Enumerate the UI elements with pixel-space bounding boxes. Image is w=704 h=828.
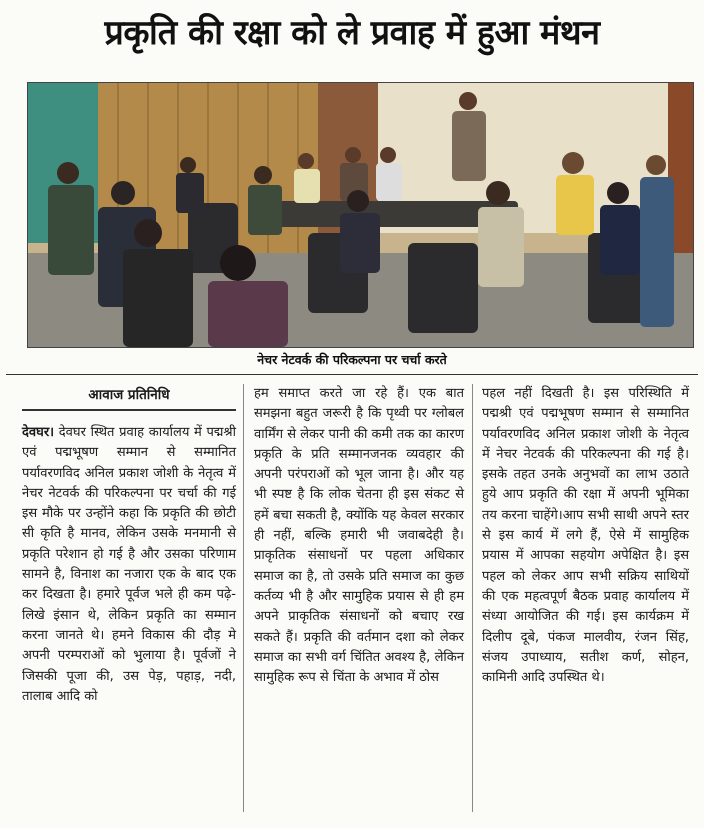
column-divider-1 (243, 384, 244, 812)
column-1-text: देवघर स्थित प्रवाह कार्यालय में पद्मश्री एवं पद्मभूषण सम्मान से सम्मानित पर्यावरणविद अनिल प्रकाश जोशी के नेतृत्व में नेचर नेटवर्क की परिकल्पना पर चर्चा की गई इस मौके पर उन्होंने कहा कि प्रकृति की छोटी सी कृति है मानव, लेकिन उसके मनमानी से प्रकृति परेशान हो गई है और उसका परिणाम सामने है, विनाश का नजारा एक के बाद एक कर दिखता है। हमारे पूर्वज भले ही कम पढ़े-लिखे इंसान थे, लेकिन प्रकृति का सम्मान करना जानते थे। हमने विकास की दौड़ मे अपनी परम्पराओं को भुलाया है। पूर्वजों ने जिसकी पूजा की, उस पेड़, पहाड़, नदी, तालाब आदि को (22, 425, 236, 704)
article-column-3 (482, 384, 689, 688)
photo-caption: नेचर नेटवर्क की परिकल्पना पर चर्चा करते (257, 352, 447, 367)
news-photo (27, 82, 694, 348)
caption-divider (6, 374, 698, 375)
dateline: देवघर। (22, 425, 55, 440)
headline: प्रकृति की रक्षा को ले प्रवाह में हुआ मंथन (104, 13, 600, 53)
column-divider-2 (472, 384, 473, 812)
byline: आवाज प्रतिनिधि (22, 384, 236, 411)
column-3-text: पहल नहीं दिखती है। इस परिस्थिति में पद्मश्री एवं पद्मभूषण सम्मान से सम्मानित पर्यावरणविद अनिल प्रकाश जोशी के नेतृत्व में नेचर नेटवर्क की परिकल्पना की गई है। इसके तहत उनके अनुभवों का लाभ उठाते हुये आप प्रकृति की रक्षा में अपनी भूमिका तय करना चाहेंगे।आप सभी साथी अपने स्तर से इस कार्य में लगे हैं, ऐसे में सामुहिक प्रयास में आपका सहयोग अपेक्षित है। इस पहल को लेकर आप सभी सक्रिय साथियों की एक महत्वपूर्ण बैठक प्रवाह कार्यालय में संध्या आयोजित की गई। इस कार्यक्रम में दिलीप दूबे, पंकज मालवीय, रंजन सिंह, संजय उपाध्याय, सतीश कर्ण, सोहन, कामिनी आदि उपस्थित थे। (482, 386, 689, 686)
column-1-body (22, 423, 236, 707)
standing-speaker (452, 111, 486, 181)
meeting-photo-illustration (28, 83, 693, 347)
article-column-1 (22, 384, 236, 707)
article-column-2 (254, 384, 464, 688)
column-2-text: हम समाप्त करते जा रहे हैं। एक बात समझना बहुत जरूरी है कि पृथ्वी पर ग्लोबल वार्मिंग से लेकर पानी की कमी तक का कारण प्रकृति के प्रति सम्मानजनक व्यवहार की अपनी परंपराओं को भूल जाना है। और यह भी स्पष्ट है कि लोक चेतना ही इस संकट से हमें बचा सकती है, क्योंकि यह केवल सरकार ही नहीं, बल्कि हमारी भी जवाबदेही है। प्राकृतिक संसाधनों पर पहला अधिकार समाज का है, तो उसके प्रति समाज का कुछ कर्तव्य भी है और सामुहिक प्रयास से ही हम अपने प्राकृतिक संसाधनों को बचाए रख सकते हैं। प्रकृति की वर्तमान दशा को लेकर समाज का सभी वर्ग चिंतित अवश्य है, लेकिन सामुहिक रूप से चिंता के अभाव में ठोस (254, 386, 464, 686)
